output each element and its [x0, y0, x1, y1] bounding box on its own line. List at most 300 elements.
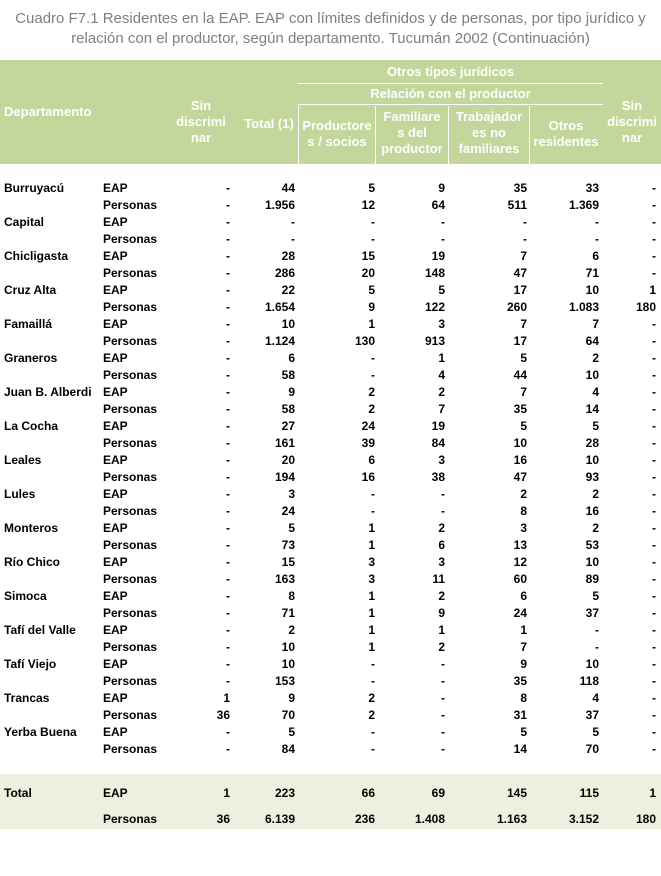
otros-residentes-cell: - — [595, 640, 599, 654]
sin-discriminar-2-cell: - — [652, 742, 656, 756]
departamento-cell: Yerba Buena — [4, 725, 77, 739]
sin-discriminar-2-cell: - — [652, 368, 656, 382]
table-row — [0, 673, 661, 690]
tipo-cell: EAP — [103, 657, 128, 671]
productores-cell: 24 — [361, 419, 375, 433]
trabajadores-cell: 7 — [520, 317, 527, 331]
productores-cell: - — [371, 742, 375, 756]
table-row — [0, 265, 661, 282]
table-row — [0, 554, 661, 571]
familiares-cell: - — [441, 487, 445, 501]
trabajadores-cell: 5 — [520, 725, 527, 739]
departamento-cell: Tafí Viejo — [4, 657, 57, 671]
familiares-cell: 84 — [431, 436, 445, 450]
trabajadores-cell: 31 — [513, 708, 527, 722]
familiares-cell: 148 — [424, 266, 445, 280]
header-col-divider-2 — [375, 106, 376, 164]
otros-residentes-cell: 37 — [585, 606, 599, 620]
productores-cell: 2 — [368, 402, 375, 416]
departamento-cell: Lules — [4, 487, 36, 501]
trabajadores-cell: 7 — [520, 385, 527, 399]
trabajadores-cell: 47 — [513, 470, 527, 484]
otros-residentes-cell: 70 — [585, 742, 599, 756]
trabajadores-cell: 12 — [513, 555, 527, 569]
departamento-cell: Trancas — [4, 691, 50, 705]
productores-cell: 1 — [368, 589, 375, 603]
trabajadores-cell: 7 — [520, 249, 527, 263]
total-cell: 5 — [288, 521, 295, 535]
sin-discriminar-2-cell: - — [652, 725, 656, 739]
sin-discriminar-2-cell: - — [652, 674, 656, 688]
trabajadores-cell: 6 — [520, 589, 527, 603]
otros-residentes-cell: - — [595, 232, 599, 246]
sin-discriminar-cell: - — [226, 402, 230, 416]
sin-discriminar-2-cell: - — [652, 317, 656, 331]
productores-cell: - — [371, 368, 375, 382]
sin-discriminar-2-cell: - — [652, 334, 656, 348]
sin-discriminar-2-cell: - — [652, 232, 656, 246]
otros-residentes-cell: 2 — [592, 521, 599, 535]
sin-discriminar-cell: - — [226, 215, 230, 229]
trabajadores-cell: 9 — [520, 657, 527, 671]
departamento-cell: Río Chico — [4, 555, 60, 569]
sin-discriminar-cell: - — [226, 385, 230, 399]
otros-residentes-cell: 5 — [592, 725, 599, 739]
sin-discriminar-cell: - — [226, 538, 230, 552]
header-total: Total (1) — [244, 116, 294, 131]
sin-discriminar-cell: - — [226, 742, 230, 756]
tipo-cell: Personas — [103, 674, 158, 688]
otros-residentes-cell: 5 — [592, 419, 599, 433]
sin-discriminar-cell: - — [226, 674, 230, 688]
tipo-cell: Personas — [103, 470, 158, 484]
sin-discriminar-2-cell: - — [652, 606, 656, 620]
departamento-cell: Chicligasta — [4, 249, 69, 263]
header-col-divider-4 — [529, 106, 530, 164]
sin-discriminar-2-cell: - — [652, 538, 656, 552]
table-row — [0, 520, 661, 537]
productores-cell: 20 — [361, 266, 375, 280]
otros-residentes-cell: 16 — [585, 504, 599, 518]
table-row — [0, 231, 661, 248]
sin-discriminar-2-cell: - — [652, 589, 656, 603]
familiares-cell: 64 — [431, 198, 445, 212]
sin-discriminar-2-cell: - — [652, 555, 656, 569]
otros-residentes-cell: 7 — [592, 317, 599, 331]
departamento-cell: Graneros — [4, 351, 58, 365]
sin-discriminar-2-cell: - — [652, 572, 656, 586]
productores-cell: - — [371, 725, 375, 739]
tipo-cell: Personas — [103, 402, 158, 416]
trabajadores-cell: 24 — [513, 606, 527, 620]
sin-discriminar-2-cell: - — [652, 402, 656, 416]
productores-cell: 1 — [368, 623, 375, 637]
sin-discriminar-2-cell: - — [652, 487, 656, 501]
header-sin-discriminar-1: Sin discrimi nar — [176, 98, 226, 145]
productores-cell: 130 — [354, 334, 375, 348]
tipo-cell: Personas — [103, 368, 158, 382]
familiares-cell: 2 — [438, 385, 445, 399]
table-row — [0, 811, 661, 828]
tipo-cell: EAP — [103, 419, 128, 433]
table-row — [0, 741, 661, 758]
trabajadores-cell: - — [523, 215, 527, 229]
otros-residentes-cell: 89 — [585, 572, 599, 586]
sin-discriminar-cell: 1 — [223, 786, 230, 800]
tipo-cell: EAP — [103, 283, 128, 297]
otros-residentes-cell: 6 — [592, 249, 599, 263]
familiares-cell: 1 — [438, 351, 445, 365]
productores-cell: 66 — [361, 786, 375, 800]
tipo-cell: EAP — [103, 691, 128, 705]
table-row — [0, 503, 661, 520]
header-relacion: Relación con el productor — [370, 86, 531, 101]
otros-residentes-cell: 10 — [585, 657, 599, 671]
sin-discriminar-2-cell: - — [652, 419, 656, 433]
productores-cell: 1 — [368, 538, 375, 552]
table-row — [0, 537, 661, 554]
table-row — [0, 639, 661, 656]
familiares-cell: - — [441, 657, 445, 671]
tipo-cell: Personas — [103, 538, 158, 552]
total-cell: 9 — [288, 691, 295, 705]
header-otros-residentes: Otros residentes — [533, 118, 599, 149]
otros-residentes-cell: - — [595, 215, 599, 229]
total-cell: 24 — [281, 504, 295, 518]
sin-discriminar-2-cell: 180 — [635, 300, 656, 314]
familiares-cell: 1 — [438, 623, 445, 637]
otros-residentes-cell: 1.083 — [568, 300, 599, 314]
tipo-cell: EAP — [103, 351, 128, 365]
tipo-cell: EAP — [103, 589, 128, 603]
familiares-cell: 3 — [438, 317, 445, 331]
tipo-cell: EAP — [103, 725, 128, 739]
familiares-cell: 5 — [438, 283, 445, 297]
tipo-cell: Personas — [103, 708, 158, 722]
sin-discriminar-cell: - — [226, 487, 230, 501]
familiares-cell: 2 — [438, 640, 445, 654]
table-row — [0, 588, 661, 605]
trabajadores-cell: 35 — [513, 674, 527, 688]
sin-discriminar-2-cell: - — [652, 385, 656, 399]
sin-discriminar-2-cell: - — [652, 436, 656, 450]
familiares-cell: - — [441, 708, 445, 722]
table-title — [0, 9, 661, 49]
sin-discriminar-cell: - — [226, 555, 230, 569]
departamento-cell: Famaillá — [4, 317, 53, 331]
table-row — [0, 724, 661, 741]
sin-discriminar-cell: - — [226, 351, 230, 365]
productores-cell: 1 — [368, 640, 375, 654]
total-cell: 73 — [281, 538, 295, 552]
total-cell: 223 — [274, 786, 295, 800]
trabajadores-cell: 35 — [513, 181, 527, 195]
sin-discriminar-2-cell: 1 — [649, 283, 656, 297]
total-cell: 5 — [288, 725, 295, 739]
total-cell: 15 — [281, 555, 295, 569]
tipo-cell: EAP — [103, 249, 128, 263]
tipo-cell: Personas — [103, 266, 158, 280]
productores-cell: 16 — [361, 470, 375, 484]
sin-discriminar-2-cell: - — [652, 351, 656, 365]
familiares-cell: 7 — [438, 402, 445, 416]
otros-residentes-cell: 71 — [585, 266, 599, 280]
total-cell: 1.124 — [264, 334, 295, 348]
trabajadores-cell: 3 — [520, 521, 527, 535]
total-cell: 70 — [281, 708, 295, 722]
tipo-cell: EAP — [103, 385, 128, 399]
sin-discriminar-2-cell: - — [652, 708, 656, 722]
tipo-cell: Personas — [103, 334, 158, 348]
sin-discriminar-2-cell: - — [652, 215, 656, 229]
total-cell: 286 — [274, 266, 295, 280]
sin-discriminar-cell: 36 — [216, 708, 230, 722]
table-row — [0, 435, 661, 452]
table-row — [0, 350, 661, 367]
productores-cell: 2 — [368, 691, 375, 705]
sin-discriminar-cell: - — [226, 640, 230, 654]
tipo-cell: EAP — [103, 786, 128, 800]
familiares-cell: 19 — [431, 249, 445, 263]
trabajadores-cell: 145 — [506, 786, 527, 800]
otros-residentes-cell: 3.152 — [568, 812, 599, 826]
sin-discriminar-cell: - — [226, 232, 230, 246]
familiares-cell: 38 — [431, 470, 445, 484]
total-cell: 28 — [281, 249, 295, 263]
tipo-cell: Personas — [103, 504, 158, 518]
productores-cell: - — [371, 215, 375, 229]
departamento-cell: Tafí del Valle — [4, 623, 76, 637]
familiares-cell: - — [441, 742, 445, 756]
table-header — [0, 60, 661, 164]
trabajadores-cell: 60 — [513, 572, 527, 586]
familiares-cell: 11 — [432, 572, 445, 586]
otros-residentes-cell: 93 — [585, 470, 599, 484]
sin-discriminar-cell: - — [226, 606, 230, 620]
trabajadores-cell: 16 — [513, 453, 527, 467]
sin-discriminar-2-cell: - — [652, 657, 656, 671]
total-cell: 84 — [281, 742, 295, 756]
total-cell: 8 — [288, 589, 295, 603]
sin-discriminar-2-cell: - — [652, 453, 656, 467]
tipo-cell: Personas — [103, 300, 158, 314]
total-cell: 1.654 — [264, 300, 295, 314]
trabajadores-cell: 260 — [506, 300, 527, 314]
otros-residentes-cell: 14 — [585, 402, 599, 416]
sin-discriminar-cell: - — [226, 470, 230, 484]
familiares-cell: 9 — [438, 181, 445, 195]
trabajadores-cell: 5 — [520, 351, 527, 365]
sin-discriminar-cell: 36 — [216, 812, 230, 826]
sin-discriminar-2-cell: 1 — [649, 786, 656, 800]
total-cell: 194 — [274, 470, 295, 484]
sin-discriminar-cell: 1 — [223, 691, 230, 705]
tipo-cell: EAP — [103, 181, 128, 195]
trabajadores-cell: 2 — [520, 487, 527, 501]
total-cell: 161 — [274, 436, 295, 450]
tipo-cell: EAP — [103, 555, 128, 569]
otros-residentes-cell: 37 — [585, 708, 599, 722]
sin-discriminar-2-cell: 180 — [635, 812, 656, 826]
table-row — [0, 486, 661, 503]
trabajadores-cell: 511 — [507, 198, 527, 212]
productores-cell: 9 — [368, 300, 375, 314]
sin-discriminar-2-cell: - — [652, 470, 656, 484]
otros-residentes-cell: 28 — [585, 436, 599, 450]
header-departamento: Departamento — [4, 104, 92, 119]
sin-discriminar-cell: - — [226, 317, 230, 331]
departamento-cell: Simoca — [4, 589, 47, 603]
sin-discriminar-cell: - — [226, 453, 230, 467]
total-cell: 44 — [281, 181, 295, 195]
productores-cell: - — [371, 351, 375, 365]
trabajadores-cell: 1 — [520, 623, 527, 637]
sin-discriminar-2-cell: - — [652, 198, 656, 212]
sin-discriminar-cell: - — [226, 300, 230, 314]
otros-residentes-cell: 10 — [585, 283, 599, 297]
trabajadores-cell: 17 — [513, 283, 527, 297]
otros-residentes-cell: 4 — [592, 385, 599, 399]
otros-residentes-cell: 53 — [585, 538, 599, 552]
familiares-cell: 2 — [438, 521, 445, 535]
tipo-cell: EAP — [103, 453, 128, 467]
familiares-cell: 2 — [438, 589, 445, 603]
total-cell: 71 — [281, 606, 295, 620]
table-row — [0, 333, 661, 350]
tipo-cell: Personas — [103, 812, 158, 826]
table-row — [0, 367, 661, 384]
trabajadores-cell: 44 — [513, 368, 527, 382]
total-cell: 153 — [274, 674, 295, 688]
departamento-cell: Burruyacú — [4, 181, 65, 195]
sin-discriminar-cell: - — [226, 436, 230, 450]
productores-cell: 2 — [368, 385, 375, 399]
table-row — [0, 785, 661, 802]
familiares-cell: 122 — [424, 300, 445, 314]
header-rule-2 — [298, 104, 603, 105]
familiares-cell: - — [441, 725, 445, 739]
departamento-cell: Cruz Alta — [4, 283, 57, 297]
total-cell: - — [291, 215, 295, 229]
table-row — [0, 197, 661, 214]
familiares-cell: 4 — [438, 368, 445, 382]
title-line-1: Cuadro F7.1 Residentes en la EAP. EAP con límites definidos y de personas, por tipo jurídico y — [15, 10, 646, 27]
tipo-cell: Personas — [103, 606, 158, 620]
departamento-cell: Total — [4, 786, 32, 800]
tipo-cell: EAP — [103, 317, 128, 331]
total-cell: 10 — [281, 657, 295, 671]
productores-cell: 3 — [368, 572, 375, 586]
familiares-cell: - — [441, 674, 445, 688]
total-cell: 58 — [281, 402, 295, 416]
sin-discriminar-2-cell: - — [652, 181, 656, 195]
sin-discriminar-cell: - — [226, 334, 230, 348]
familiares-cell: - — [441, 691, 445, 705]
header-productores: Productore s / socios — [302, 118, 372, 149]
title-line-2: relación con el productor, según departamento. Tucumán 2002 (Continuación) — [71, 30, 590, 47]
productores-cell: 6 — [368, 453, 375, 467]
table-row — [0, 622, 661, 639]
header-trabajadores: Trabajador es no familiares — [455, 109, 523, 156]
table-row — [0, 401, 661, 418]
familiares-cell: 3 — [438, 453, 445, 467]
table-row — [0, 571, 661, 588]
trabajadores-cell: 8 — [520, 504, 527, 518]
table-row — [0, 282, 661, 299]
tipo-cell: Personas — [103, 232, 158, 246]
productores-cell: - — [371, 487, 375, 501]
table-row — [0, 452, 661, 469]
productores-cell: 3 — [368, 555, 375, 569]
familiares-cell: - — [441, 215, 445, 229]
table-row — [0, 248, 661, 265]
familiares-cell: 1.408 — [414, 812, 445, 826]
table-row — [0, 656, 661, 673]
total-cell: 20 — [281, 453, 295, 467]
trabajadores-cell: 5 — [520, 419, 527, 433]
productores-cell: 1 — [368, 317, 375, 331]
familiares-cell: 19 — [431, 419, 445, 433]
productores-cell: 12 — [361, 198, 375, 212]
familiares-cell: 6 — [438, 538, 445, 552]
trabajadores-cell: 35 — [513, 402, 527, 416]
total-cell: 10 — [281, 317, 295, 331]
total-cell: 1.956 — [264, 198, 295, 212]
productores-cell: - — [371, 674, 375, 688]
tipo-cell: Personas — [103, 198, 158, 212]
sin-discriminar-cell: - — [226, 368, 230, 382]
trabajadores-cell: 10 — [513, 436, 527, 450]
sin-discriminar-cell: - — [226, 572, 230, 586]
trabajadores-cell: 1.163 — [496, 812, 527, 826]
total-cell: 6.139 — [264, 812, 295, 826]
productores-cell: 1 — [368, 521, 375, 535]
productores-cell: 1 — [368, 606, 375, 620]
total-cell: 9 — [288, 385, 295, 399]
otros-residentes-cell: 115 — [579, 786, 599, 800]
header-col-divider-3 — [448, 106, 449, 164]
productores-cell: 5 — [368, 283, 375, 297]
otros-residentes-cell: 10 — [585, 555, 599, 569]
sin-discriminar-cell: - — [226, 283, 230, 297]
sin-discriminar-cell: - — [226, 725, 230, 739]
productores-cell: - — [371, 657, 375, 671]
tipo-cell: Personas — [103, 436, 158, 450]
total-cell: 10 — [281, 640, 295, 654]
familiares-cell: - — [441, 232, 445, 246]
familiares-cell: - — [441, 504, 445, 518]
trabajadores-cell: 47 — [513, 266, 527, 280]
sin-discriminar-2-cell: - — [652, 266, 656, 280]
trabajadores-cell: - — [523, 232, 527, 246]
total-cell: 27 — [281, 419, 295, 433]
total-cell: 3 — [288, 487, 295, 501]
sin-discriminar-2-cell: - — [652, 504, 656, 518]
sin-discriminar-cell: - — [226, 623, 230, 637]
otros-residentes-cell: 64 — [585, 334, 599, 348]
total-cell: 6 — [288, 351, 295, 365]
tipo-cell: Personas — [103, 742, 158, 756]
tipo-cell: EAP — [103, 623, 128, 637]
otros-residentes-cell: 1.369 — [568, 198, 599, 212]
otros-residentes-cell: 10 — [585, 368, 599, 382]
header-sin-discriminar-2: Sin discrimi nar — [607, 98, 657, 145]
tipo-cell: EAP — [103, 215, 128, 229]
table-row — [0, 418, 661, 435]
trabajadores-cell: 17 — [513, 334, 527, 348]
departamento-cell: Juan B. Alberdi — [4, 385, 92, 399]
otros-residentes-cell: 5 — [592, 589, 599, 603]
